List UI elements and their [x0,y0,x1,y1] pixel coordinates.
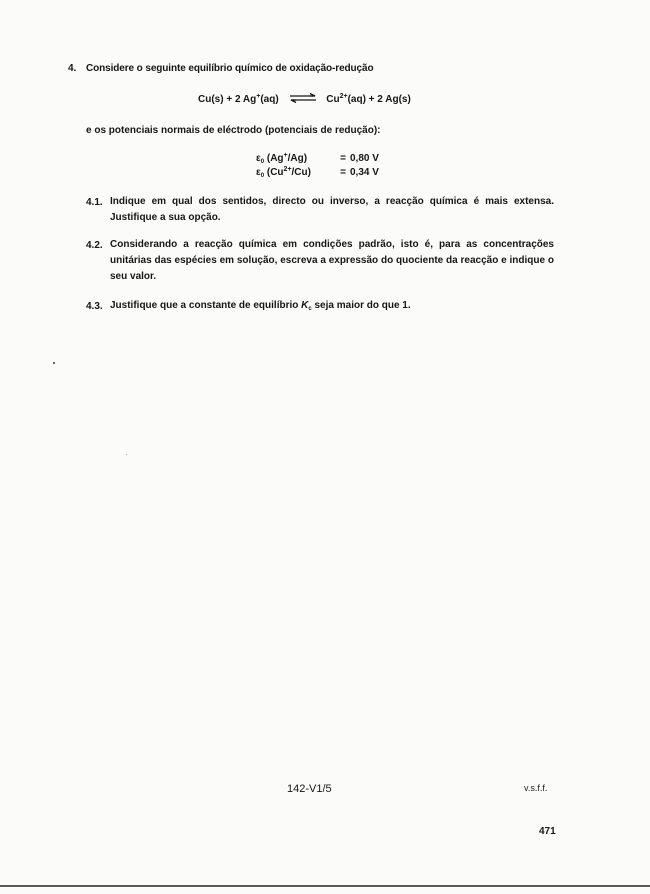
potential-label [256,167,336,178]
potential-value: 0,34 V [350,167,379,178]
subquestion-number: 4.2. [86,240,103,251]
subquestion-number: 4.1. [86,197,103,208]
equation-left-charge: + [256,93,261,100]
subquestion-text: Considerando a reacção química em condições padrão, isto é, para as concentrações unitárias das espécies em solução, escreva a expressão do quociente da reacção e indique o seu valor. [110,239,554,282]
page-number: 471 [539,826,556,837]
epsilon-subscript: 0 [260,173,265,179]
redox-pair-charge: + [283,152,288,159]
exam-code: 142-V1/5 [287,783,332,795]
subquestion-number: 4.3. [86,301,103,312]
potential-row [256,167,379,178]
potential-value: 0,80 V [350,153,379,164]
equation-left: Cu(s) + 2 Ag [198,94,257,105]
question-text: Considere o seguinte equilíbrio químico de oxidação-redução [86,63,374,74]
subquestion-text-end: seja maior do que 1. [311,300,411,311]
subquestion-text: Indique em qual dos sentidos, directo ou inverso, a reacção química é mais extensa. Justifique a sua opção. [110,196,554,223]
potentials-intro: e os potenciais normais de eléctrodo (potenciais de redução): [86,125,381,136]
question-number: 4. [68,63,77,74]
kc-subscript: c [308,306,312,312]
epsilon-symbol: ε [256,167,261,178]
equation-left-end: (aq) [260,94,279,105]
redox-pair-open: (Cu [264,167,284,178]
equation-right-charge: 2+ [339,93,348,100]
equals-sign: = [340,167,346,178]
equilibrium-arrows-icon [289,93,317,103]
redox-pair-charge: 2+ [283,166,292,173]
turn-page-note: v.s.f.f. [524,783,548,793]
redox-pair-close: /Cu) [291,167,311,178]
redox-pair-close: /Ag) [287,153,308,164]
equals-sign: = [340,153,346,164]
scan-speck [126,454,127,455]
potential-row [256,153,379,164]
bottom-scan-edge [0,885,650,887]
redox-equation [198,93,411,105]
scan-speck [53,362,55,364]
epsilon-subscript: 0 [260,159,265,165]
kc-symbol: K [301,300,309,311]
subquestion-text-start: Justifique que a constante de equilíbrio [110,300,302,311]
equation-right-end: (aq) + 2 Ag(s) [347,94,411,105]
equation-right: Cu [326,94,340,105]
epsilon-symbol: ε [256,153,261,164]
potential-label [256,153,336,164]
subquestion-text [110,298,554,314]
redox-pair-open: (Ag [264,153,284,164]
